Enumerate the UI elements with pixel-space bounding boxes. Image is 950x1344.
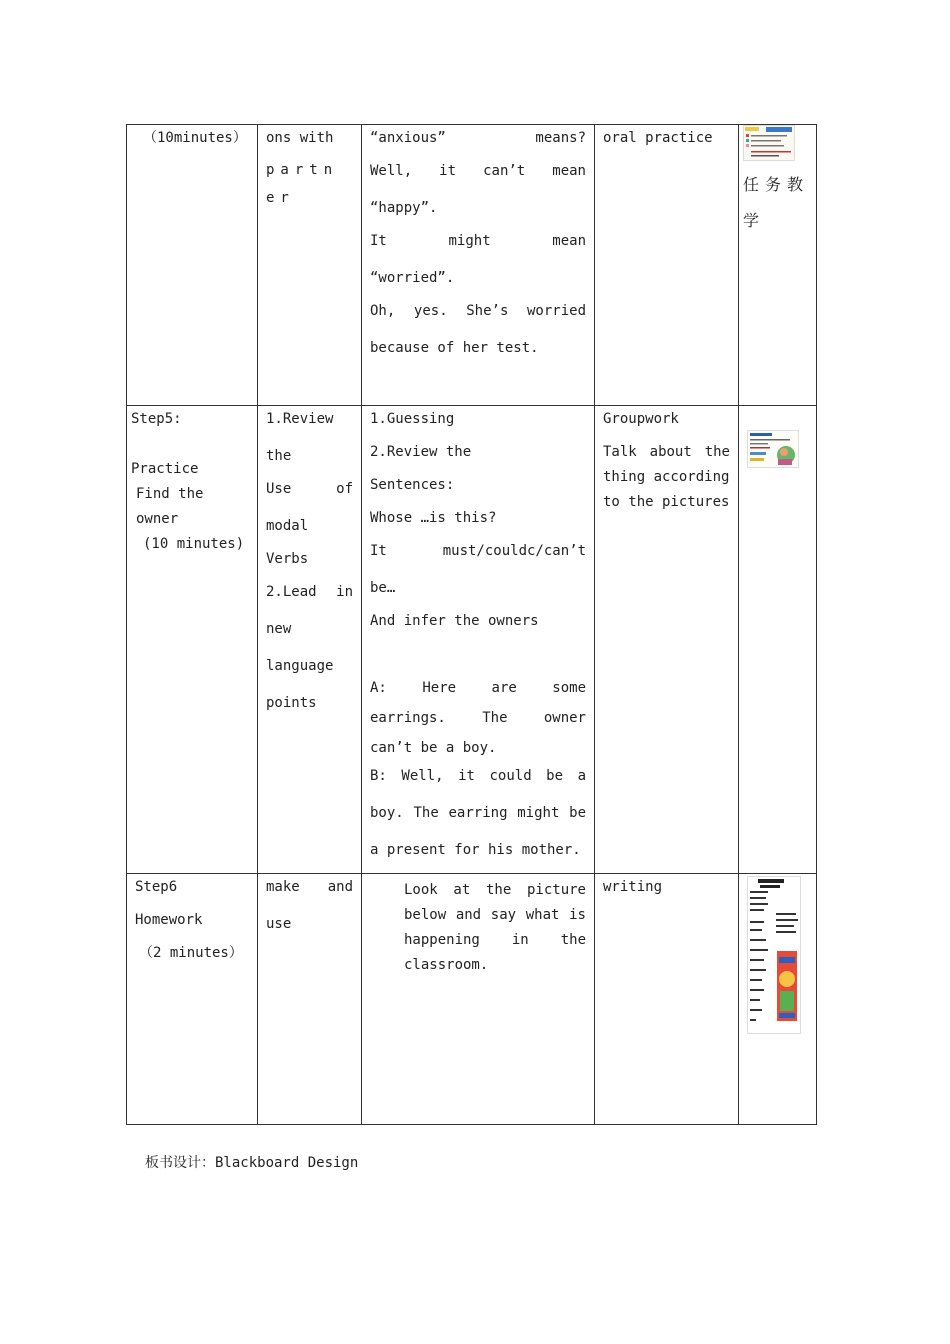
cell-r3-teacher: make and use — [258, 874, 362, 1125]
table-row-2 — [127, 406, 817, 874]
cell-r3-student: Look at the picture below and say what is happening in the classroom. — [362, 874, 595, 1125]
cell-r3-method: writing — [595, 874, 739, 1125]
cell-r1-student: “anxious” means? Well, it can’t mean “happy”. It might mean “worried”. Oh, yes. She’s worried because of her test. — [362, 125, 595, 406]
table-row-1 — [127, 125, 817, 406]
cell-r2-teacher: 1.Review the Use of modal Verbs 2.Lead in new language points — [258, 406, 362, 874]
cell-r1-teacher: ons with partn er — [258, 125, 362, 406]
lost-and-found-slide-image — [747, 430, 799, 468]
cell-r2-method: Groupwork Talk about the thing according to the pictures — [595, 406, 739, 874]
cell-r2-student: 1.Guessing 2.Review the Sentences: Whose …is this? It must/couldc/can’t be… And infer the owners A: Here are some earrings. The owner can’t be a boy. B: Well, it could be a boy. The earring might be a present for his mother. — [362, 406, 595, 874]
cell-r3-step: Step6 Homework （2 minutes） — [127, 874, 258, 1125]
cell-r1-step: （10minutes） — [127, 125, 258, 406]
slide-thumbnail-image — [743, 125, 795, 161]
lesson-plan-table — [126, 124, 817, 1125]
blackboard-design-en: Blackboard Design — [215, 1155, 359, 1171]
homework-poster-image — [747, 876, 801, 1034]
cell-r1-media: 任务教 学 — [739, 125, 817, 406]
cell-r2-step: Step5: Practice Find the owner (10 minutes) — [127, 406, 258, 874]
cell-r2-media — [739, 406, 817, 874]
blackboard-design-zh: 板书设计： — [145, 1155, 215, 1171]
cell-r3-media — [739, 874, 817, 1125]
cell-r1-method: oral practice — [595, 125, 739, 406]
table-row-3 — [127, 874, 817, 1125]
blackboard-design-label — [145, 1152, 358, 1172]
